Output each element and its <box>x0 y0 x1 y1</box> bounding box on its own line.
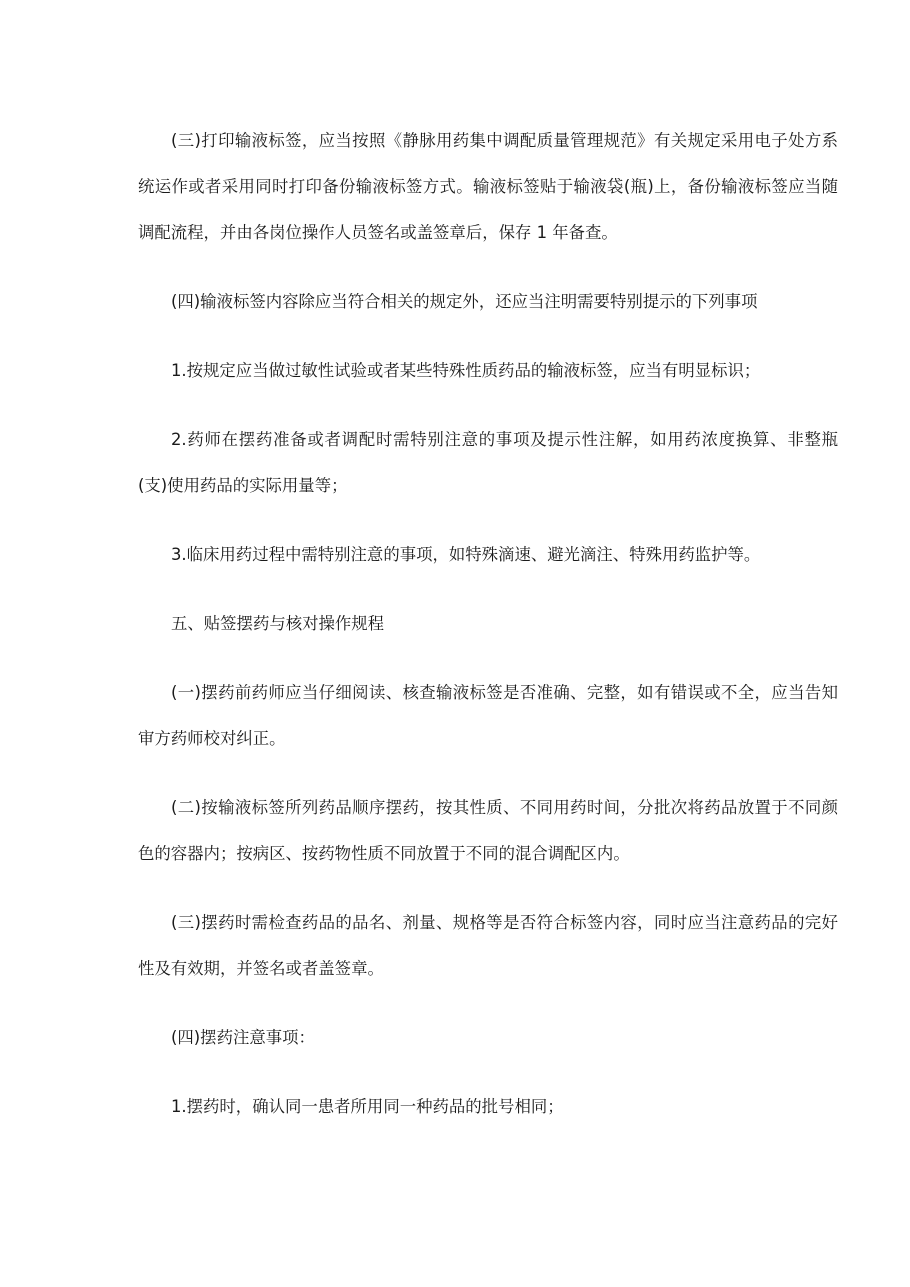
document-body <box>138 118 838 1130</box>
paragraph-label-content: (四)输液标签内容除应当符合相关的规定外，还应当注明需要特别提示的下列事项 <box>171 292 758 311</box>
paragraph-placement-order: (二)按输液标签所列药品顺序摆药，按其性质、不同用药时间，分批次将药品放置于不同颜色的容器内；按病区、按药物性质不同放置于不同的混合调配区内。 <box>138 798 838 863</box>
list-item-clinical-notes: 3.临床用药过程中需特别注意的事项，如特殊滴速、避光滴注、特殊用药监护等。 <box>171 545 761 564</box>
list-item-batch-number: 1.摆药时，确认同一患者所用同一种药品的批号相同； <box>171 1097 564 1116</box>
paragraph-label-check: (一)摆药前药师应当仔细阅读、核查输液标签是否准确、完整，如有错误或不全，应当告知审方药师校对纠正。 <box>138 683 838 748</box>
paragraph-label-printing: (三)打印输液标签，应当按照《静脉用药集中调配质量管理规范》有关规定采用电子处方系统运作或者采用同时打印备份输液标签方式。输液标签贴于输液袋(瓶)上，备份输液标签应当随调配流程，并由各岗位操作人员签名或盖签章后，保存 1 年备查。 <box>138 131 838 242</box>
list-item-allergy-marking: 1.按规定应当做过敏性试验或者某些特殊性质药品的输液标签，应当有明显标识； <box>171 361 761 380</box>
list-item-pharmacist-notes: 2.药师在摆药准备或者调配时需特别注意的事项及提示性注解，如用药浓度换算、非整瓶(支)使用药品的实际用量等； <box>138 430 838 495</box>
paragraph-precautions-heading: (四)摆药注意事项： <box>171 1028 315 1047</box>
section-heading-labeling-procedure: 五、贴签摆药与核对操作规程 <box>171 614 385 633</box>
paragraph-drug-inspection: (三)摆药时需检查药品的品名、剂量、规格等是否符合标签内容，同时应当注意药品的完好性及有效期，并签名或者盖签章。 <box>138 913 838 978</box>
